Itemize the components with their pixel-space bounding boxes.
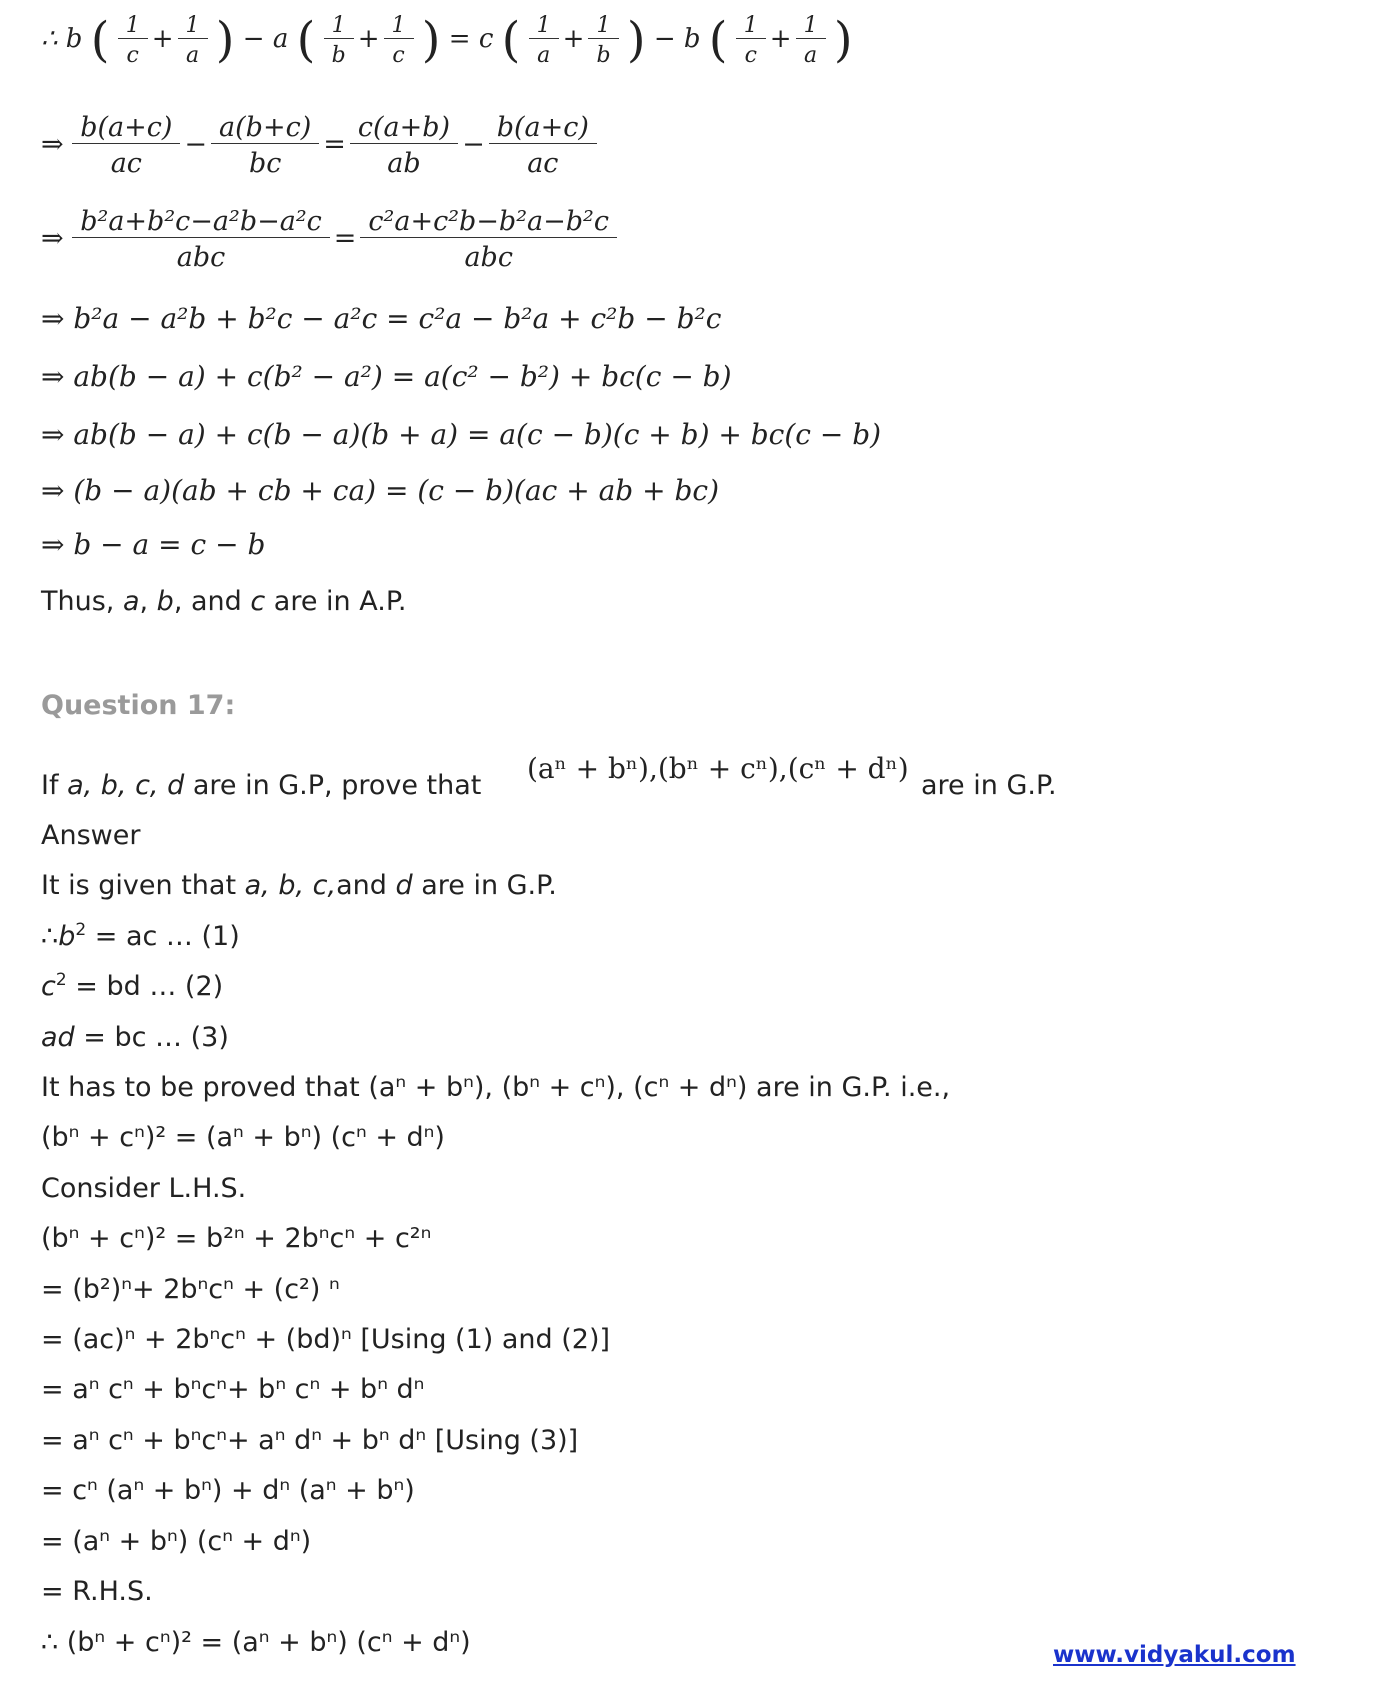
var-a: a (122, 586, 140, 617)
fraction (350, 112, 458, 179)
fraction (529, 13, 559, 68)
denominator: b (324, 38, 354, 68)
question-post: are in G.P. (921, 770, 1057, 801)
paren: ( (708, 12, 728, 68)
answer-label: Answer (41, 820, 141, 851)
line1-eq: = c (448, 24, 494, 54)
numerator: 1 (803, 12, 818, 38)
fraction (360, 206, 617, 273)
step-4: = aⁿ cⁿ + bⁿcⁿ+ bⁿ cⁿ + bⁿ dⁿ (41, 1374, 425, 1405)
given-pre: It is given that (41, 870, 245, 901)
line1-mid2: − b (653, 24, 701, 54)
numerator: 1 (743, 12, 758, 38)
eq3-rest: = bc … (3) (74, 1022, 229, 1053)
denominator: ac (489, 143, 597, 179)
numerator: 1 (125, 12, 140, 38)
denominator: bc (211, 143, 319, 179)
fraction (489, 112, 597, 179)
prove-equation: (bⁿ + cⁿ)² = (aⁿ + bⁿ) (cⁿ + dⁿ) (41, 1122, 445, 1153)
math-line-3: ⇒ $\frac{\text{b²a+b²c−a²b−a²c}}{\text{abc}}$ = $\frac{\text{c²a+c²b−b²a−b²c}}{\text{abc}}$ (41, 206, 617, 273)
question-pre: If (41, 770, 68, 801)
conclusion-pre: Thus, (41, 586, 123, 617)
var-b: b (156, 586, 174, 617)
paren: ) (626, 12, 646, 68)
conclusion-post: are in A.P. (265, 586, 407, 617)
step-5: = aⁿ cⁿ + bⁿcⁿ+ aⁿ dⁿ + bⁿ dⁿ [Using (3)] (41, 1425, 579, 1456)
fraction (384, 13, 414, 68)
math-line-1: ∴ b ( $\frac{1}{c}$ + $\frac{1}{a}$ ) − a ( $\frac{1}{b}$ + $\frac{1}{c}$ ) = c ( $\frac{1}{a}$ + $\frac{1}{b}$ ) − b ( $\frac{1}{c}$ + $\frac{1}{a}$ ) (41, 12, 853, 68)
equation-1: $\therefore b^2$ = ac … (1) (41, 920, 240, 952)
numerator: c(a+b) (357, 112, 451, 143)
math-line-5: ⇒ ab(b − a) + c(b² − a²) = a(c² − b²) + bc(c − b) (41, 360, 732, 393)
numerator: b(a+c) (80, 112, 173, 143)
numerator: 1 (331, 12, 346, 38)
var-c: c (250, 586, 266, 617)
math-line-2: ⇒ $\frac{b(a+c)}{ac}$ − $\frac{a(b+c)}{bc}$ = $\frac{c(a+b)}{ab}$ − $\frac{b(a+c)}{ac}$ (41, 112, 597, 179)
step-9: ∴ (bⁿ + cⁿ)² = (aⁿ + bⁿ) (cⁿ + dⁿ) (41, 1627, 471, 1658)
step-3: = (ac)ⁿ + 2bⁿcⁿ + (bd)ⁿ [Using (1) and (2)] (41, 1324, 611, 1355)
question-statement (41, 770, 481, 801)
equation-3 (41, 1022, 229, 1053)
conclusion (41, 586, 406, 617)
denominator: ab (350, 143, 458, 179)
step-8: = R.H.S. (41, 1576, 153, 1607)
line1-mid1: − a (242, 24, 289, 54)
comma-and: , and (173, 586, 251, 617)
paren: ( (501, 12, 521, 68)
fraction (211, 112, 319, 179)
fraction (178, 13, 208, 68)
fraction (796, 13, 826, 68)
paren: ( (296, 12, 316, 68)
numerator: c²a+c²b−b²a−b²c (368, 206, 609, 237)
question-expression: (aⁿ + bⁿ),(bⁿ + cⁿ),(cⁿ + dⁿ) (527, 752, 909, 785)
vidyakul-link[interactable]: www.vidyakul.com (1053, 1642, 1296, 1668)
numerator: a(b+c) (219, 112, 312, 143)
denominator: ac (72, 143, 180, 179)
numerator: 1 (185, 12, 200, 38)
math-line-8: ⇒ b − a = c − b (41, 528, 266, 561)
numerator: 1 (596, 12, 611, 38)
denominator: b (588, 38, 618, 68)
line1-prefix: ∴ b (41, 24, 83, 54)
denominator: c (384, 38, 414, 68)
denominator: a (796, 38, 826, 68)
question-vars: a, b, c, d (67, 770, 185, 801)
step-2: = (b²)ⁿ+ 2bⁿcⁿ + (c²) ⁿ (41, 1274, 340, 1305)
denominator: c (736, 38, 766, 68)
implies-arrow: ⇒ (41, 223, 64, 254)
fraction (72, 112, 180, 179)
prove-text: It has to be proved that (aⁿ + bⁿ), (bⁿ + cⁿ), (cⁿ + dⁿ) are in G.P. i.e., (41, 1072, 951, 1103)
equation-2: $c^2$ = bd … (2) (41, 970, 224, 1002)
paren: ( (90, 12, 110, 68)
fraction (588, 13, 618, 68)
step-6: = cⁿ (aⁿ + bⁿ) + dⁿ (aⁿ + bⁿ) (41, 1475, 415, 1506)
numerator: b(a+c) (496, 112, 589, 143)
numerator: 1 (391, 12, 406, 38)
given-and: and (336, 870, 396, 901)
numerator: b²a+b²c−a²b−a²c (80, 206, 322, 237)
step-1: (bⁿ + cⁿ)² = b²ⁿ + 2bⁿcⁿ + c²ⁿ (41, 1223, 432, 1254)
denominator: abc (360, 237, 617, 273)
fraction (324, 13, 354, 68)
given-line (41, 870, 557, 901)
fraction (72, 206, 330, 273)
comma: , (139, 586, 157, 617)
fraction (118, 13, 148, 68)
math-line-4: ⇒ b²a − a²b + b²c − a²c = c²a − b²a + c²b − b²c (41, 302, 722, 335)
math-line-7: ⇒ (b − a)(ab + cb + ca) = (c − b)(ac + ab + bc) (41, 474, 720, 507)
denominator: abc (72, 237, 330, 273)
given-vars: a, b, c, (244, 870, 337, 901)
eq1-rest: = ac … (1) (94, 921, 240, 952)
consider-lhs: Consider L.H.S. (41, 1173, 247, 1204)
eq2-rest: = bd … (2) (75, 971, 224, 1002)
question-heading: Question 17: (41, 690, 236, 721)
question-mid: are in G.P, prove that (184, 770, 482, 801)
implies-arrow: ⇒ (41, 129, 64, 160)
denominator: a (529, 38, 559, 68)
denominator: c (118, 38, 148, 68)
paren: ) (215, 12, 235, 68)
paren: ) (833, 12, 853, 68)
fraction (736, 13, 766, 68)
paren: ) (421, 12, 441, 68)
math-line-6: ⇒ ab(b − a) + c(b − a)(b + a) = a(c − b)(c + b) + bc(c − b) (41, 418, 882, 451)
numerator: 1 (536, 12, 551, 38)
given-d: d (395, 870, 413, 901)
given-post: are in G.P. (412, 870, 557, 901)
denominator: a (178, 38, 208, 68)
eq3-pre: ad (41, 1022, 75, 1053)
step-7: = (aⁿ + bⁿ) (cⁿ + dⁿ) (41, 1526, 312, 1557)
